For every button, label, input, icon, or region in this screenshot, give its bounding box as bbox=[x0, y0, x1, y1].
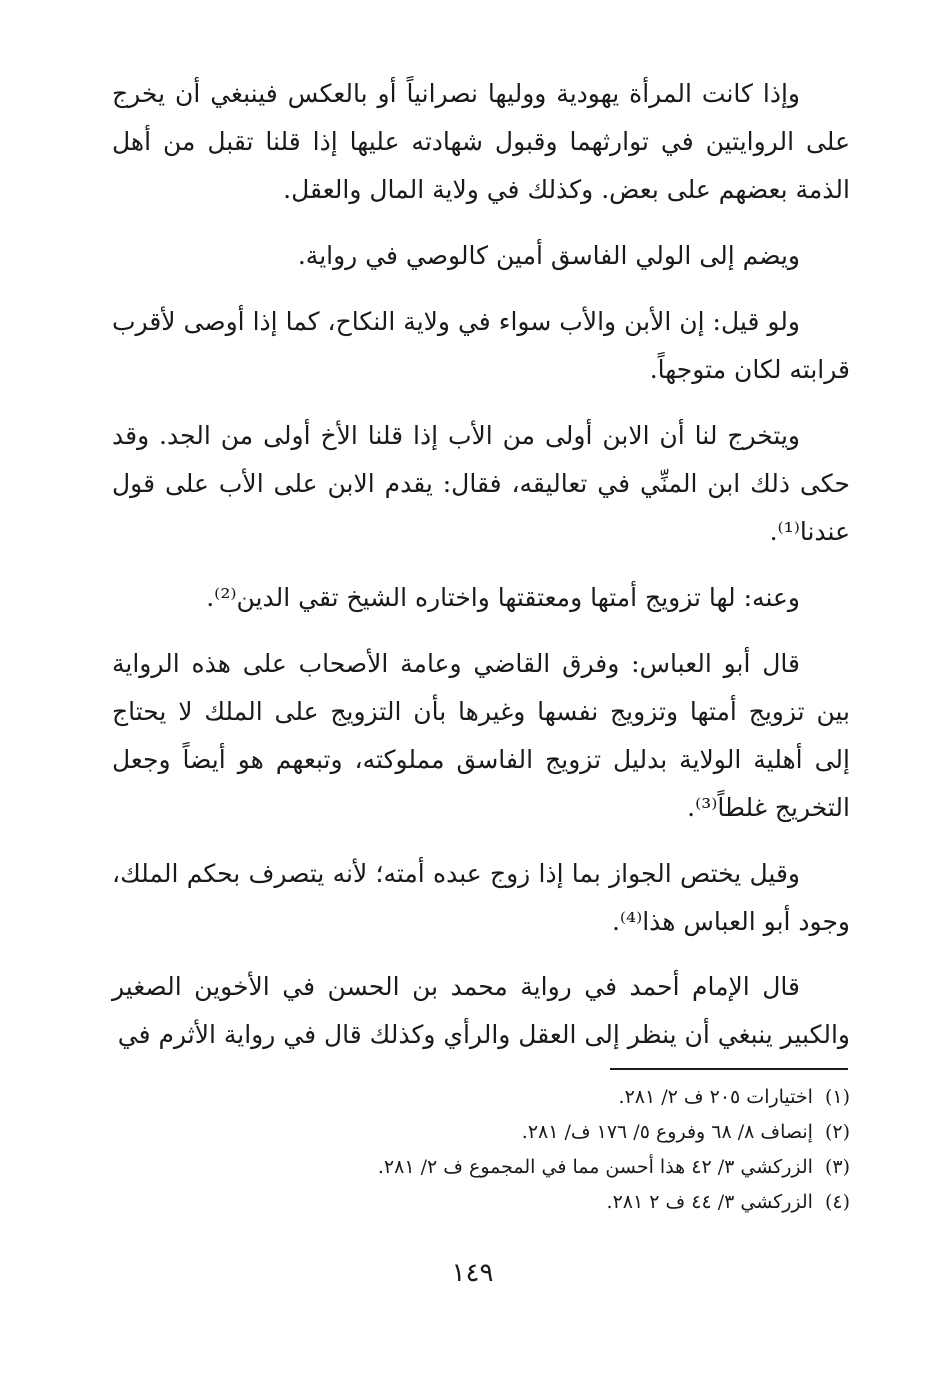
footnote-text: اختيارات ٢٠٥ ف ٢/ ٢٨١. bbox=[618, 1086, 813, 1108]
footnote-number: (٤) bbox=[824, 1191, 850, 1213]
footnote-2 bbox=[112, 1115, 850, 1150]
paragraph-6: قال أبو العباس: وفرق القاضي وعامة الأصحاب على هذه الرواية بين تزويج أمتها وتزويج نفسها وغيرها بأن التزويج على الملك لا يحتاج إلى أهلية الولاية بدليل تزويج الفاسق مملوكته، وتبعهم هو أيضاً وجعل التخريج غلطاً⁽³⁾. bbox=[112, 649, 850, 822]
paragraph-7: وقيل يختص الجواز بما إذا زوج عبده أمته؛ لأنه يتصرف بحكم الملك، وجود أبو العباس هذا⁽⁴⁾. bbox=[112, 859, 850, 936]
footnote-text: الزركشي ٣/ ٤٤ ف ٢ ٢٨١. bbox=[606, 1191, 813, 1213]
footnote-number: (٣) bbox=[824, 1156, 850, 1178]
footnote-divider bbox=[610, 1068, 848, 1070]
footnote-4 bbox=[112, 1185, 850, 1220]
paragraph-5: وعنه: لها تزويج أمتها ومعتقتها واختاره الشيخ تقي الدين⁽²⁾. bbox=[206, 583, 800, 612]
paragraph-8: قال الإمام أحمد في رواية محمد بن الحسن في الأخوين الصغير والكبير ينبغي أن ينظر إلى العقل والرأي وكذلك قال في رواية الأثرم في bbox=[112, 972, 850, 1049]
footnote-1 bbox=[112, 1080, 850, 1115]
footnotes bbox=[112, 1080, 850, 1220]
footnote-number: (١) bbox=[824, 1086, 850, 1108]
main-text bbox=[112, 70, 850, 1076]
footnote-text: إنصاف ٨/ ٦٨ وفروع ٥/ ١٧٦ ف/ ٢٨١. bbox=[521, 1121, 813, 1143]
footnote-text: الزركشي ٣/ ٤٢ هذا أحسن مما في المجموع ف ٢/ ٢٨١. bbox=[377, 1156, 813, 1178]
paragraph-4: ويتخرج لنا أن الابن أولى من الأب إذا قلنا الأخ أولى من الجد. وقد حكى ذلك ابن المنِّي في تعاليقه، فقال: يقدم الابن على الأب على قول عندنا⁽¹⁾. bbox=[112, 421, 850, 546]
page-number: ١٤٩ bbox=[451, 1258, 494, 1288]
footnote-number: (٢) bbox=[824, 1121, 850, 1143]
paragraph-1: وإذا كانت المرأة يهودية ووليها نصرانياً أو بالعكس فينبغي أن يخرج على الروايتين في توارثهما وقبول شهادته عليها إذا قلنا تقبل من أهل الذمة بعضهم على بعض. وكذلك في ولاية المال والعقل. bbox=[112, 79, 850, 204]
paragraph-2: ويضم إلى الولي الفاسق أمين كالوصي في رواية. bbox=[297, 241, 800, 270]
footnote-3 bbox=[112, 1150, 850, 1185]
paragraph-3: ولو قيل: إن الأبن والأب سواء في ولاية النكاح، كما إذا أوصى لأقرب قرابته لكان متوجهاً. bbox=[112, 307, 850, 384]
